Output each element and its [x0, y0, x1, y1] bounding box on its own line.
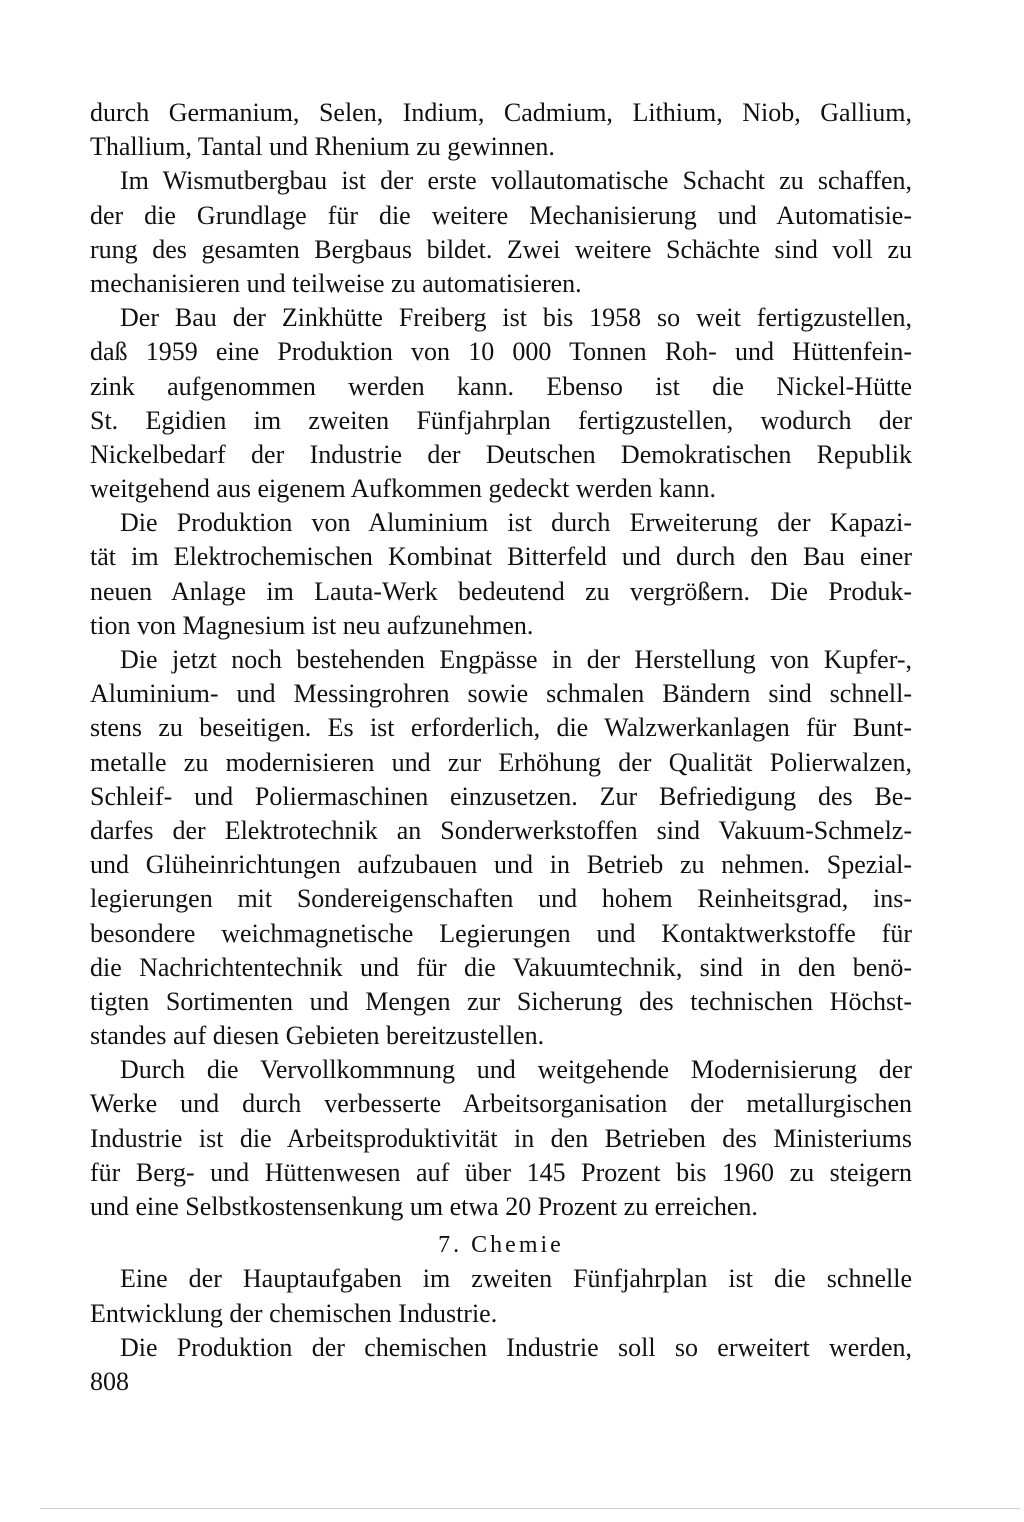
text-line: durch Germanium, Selen, Indium, Cadmium, Lithium, Niob, Gallium, [90, 98, 912, 127]
text-line: Aluminium- und Messingrohren sowie schmalen Bändern sind schnell- [90, 679, 912, 709]
text-line: St. Egidien im zweiten Fünfjahrplan fertigzustellen, wodurch der [90, 405, 912, 435]
text-line: daß 1959 eine Produktion von 10 000 Tonnen Roh- und Hüttenfein- [90, 337, 912, 367]
text-line: Thallium, Tantal und Rhenium zu gewinnen. [90, 132, 555, 162]
text-line: Durch die Vervollkommnung und weitgehende Modernisierung der [120, 1055, 912, 1085]
text-line: und eine Selbstkostensenkung um etwa 20 Prozent zu erreichen. [90, 1192, 758, 1221]
paragraph [90, 506, 912, 643]
paragraph [90, 301, 912, 506]
text-line: Nickelbedarf der Industrie der Deutschen Demokratischen Republik [90, 439, 912, 469]
text-line: darfes der Elektrotechnik an Sonderwerkstoffen sind Vakuum-Schmelz- [90, 815, 912, 845]
text-line: neuen Anlage im Lauta-Werk bedeutend zu vergrößern. Die Produk- [90, 576, 912, 606]
text-line: für Berg- und Hüttenwesen auf über 145 Prozent bis 1960 zu steigern [90, 1157, 912, 1187]
paragraph [90, 643, 912, 1053]
text-line: Die jetzt noch bestehenden Engpässe in der Herstellung von Kupfer-, [120, 645, 912, 674]
text-line: Der Bau der Zinkhütte Freiberg ist bis 1958 so weit fertigzustellen, [120, 303, 912, 333]
text-line: Industrie ist die Arbeitsproduktivität in den Betrieben des Ministeriums [90, 1123, 912, 1153]
paragraph [90, 164, 912, 301]
text-line: metalle zu modernisieren und zur Erhöhung der Qualität Polierwalzen, [90, 747, 912, 777]
text-line: Schleif- und Poliermaschinen einzusetzen. Zur Befriedigung des Be- [90, 781, 912, 811]
text-section-chemistry [90, 1262, 912, 1365]
text-line: tät im Elektrochemischen Kombinat Bitterfeld und durch den Bau einer [90, 542, 912, 572]
text-section-metallurgy [90, 96, 912, 1224]
text-line: und Glüheinrichtungen aufzubauen und in Betrieb zu nehmen. Spezial- [90, 850, 912, 880]
text-line: tigten Sortimenten und Mengen zur Sicherung des technischen Höchst- [90, 986, 912, 1016]
text-line: Die Produktion der chemischen Industrie soll so erweitert werden, [120, 1332, 912, 1362]
text-line: der die Grundlage für die weitere Mechanisierung und Automatisie- [90, 200, 912, 230]
text-line: Im Wismutbergbau ist der erste vollautomatische Schacht zu schaffen, [120, 166, 912, 196]
text-line: tion von Magnesium ist neu aufzunehmen. [90, 610, 534, 640]
scan-edge-line [40, 1508, 1020, 1509]
text-line: Entwicklung der chemischen Industrie. [90, 1298, 498, 1328]
text-line: mechanisieren und teilweise zu automatisieren. [90, 268, 582, 298]
page-number: 808 [90, 1367, 129, 1396]
section-heading: 7. Chemie [438, 1232, 564, 1259]
paragraph [90, 1053, 912, 1224]
text-line: rung des gesamten Bergbaus bildet. Zwei weitere Schächte sind voll zu [90, 234, 912, 264]
text-line: Werke und durch verbesserte Arbeitsorganisation der metallurgischen [90, 1089, 912, 1119]
text-line: weitgehend aus eigenem Aufkommen gedeckt werden kann. [90, 474, 716, 504]
text-line: Eine der Hauptaufgaben im zweiten Fünfjahrplan ist die schnelle [120, 1264, 912, 1294]
paragraph [90, 96, 912, 164]
text-line: stens zu beseitigen. Es ist erforderlich, die Walzwerkanlagen für Bunt- [90, 713, 912, 743]
paragraph [90, 1331, 912, 1365]
page-body [90, 96, 912, 1365]
text-line: standes auf diesen Gebieten bereitzustellen. [90, 1021, 545, 1051]
text-line: besondere weichmagnetische Legierungen und Kontaktwerkstoffe für [90, 918, 912, 948]
paragraph [90, 1262, 912, 1330]
text-line: legierungen mit Sondereigenschaften und hohem Reinheitsgrad, ins- [90, 884, 912, 914]
text-line: die Nachrichtentechnik und für die Vakuumtechnik, sind in den benö- [90, 952, 912, 982]
text-line: zink aufgenommen werden kann. Ebenso ist die Nickel-Hütte [90, 371, 912, 401]
text-line: Die Produktion von Aluminium ist durch Erweiterung der Kapazi- [120, 508, 912, 538]
